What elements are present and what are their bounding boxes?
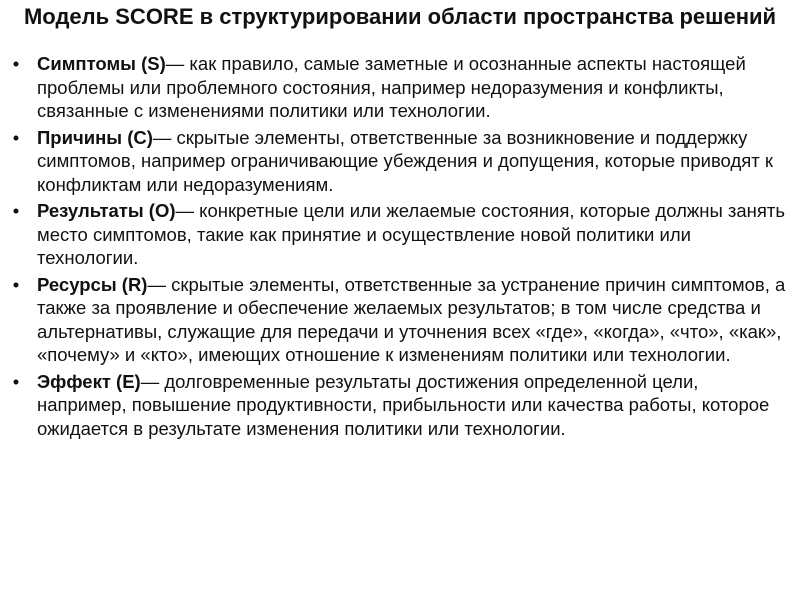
bullet-list xyxy=(0,52,800,443)
bullet-text: — конкретные цели или желаемые состояния, которые должны занять место симптомов, такие как принятие и осуществление новой политики или технологии. xyxy=(37,200,786,268)
bullet-text: — как правило, самые заметные и осознанные аспекты настоящей проблемы или проблемного состояния, например недоразумения и конфликты, связанные с изменениями политики или технологии. xyxy=(37,53,746,121)
bullet-item-resources xyxy=(0,273,800,367)
bullet-item-causes xyxy=(0,126,800,197)
bullet-text: — долговременные результаты достижения определенной цели, например, повышение продуктивности, прибыльности или качества работы, которое ожидается в результате изменения политики или технологии. xyxy=(37,370,770,439)
slide-title: Модель SCORE в структурировании области пространства решений xyxy=(23,4,777,29)
bullet-icon: • xyxy=(12,200,20,221)
bullet-icon: • xyxy=(12,126,20,148)
bullet-item-outcomes xyxy=(0,199,800,270)
bullet-term: Причины (C) xyxy=(37,126,153,148)
bullet-term: Результаты (O) xyxy=(37,200,176,221)
bullet-icon: • xyxy=(12,273,20,295)
bullet-icon: • xyxy=(12,370,20,392)
bullet-text: — скрытые элементы, ответственные за возникновение и поддержку симптомов, например ограничивающие убеждения и допущения, которые приводят к конфликтам или недоразумениям. xyxy=(37,126,773,195)
bullet-item-effect xyxy=(0,370,800,441)
bullet-term: Эффект (E) xyxy=(37,370,141,392)
bullet-item-symptoms xyxy=(0,52,800,123)
bullet-term: Ресурсы (R) xyxy=(37,273,148,295)
bullet-text: — скрытые элементы, ответственные за устранение причин симптомов, а также за проявление и обеспечение желаемых результатов; в том числе средства и альтернативы, служащие для передачи и уточнения всех «где», «когда», «что», «как», «почему» и «кто», имеющих отношение к изменениям политики или технологии. xyxy=(37,273,786,365)
bullet-icon: • xyxy=(12,53,20,74)
bullet-term: Симптомы (S) xyxy=(37,53,166,74)
